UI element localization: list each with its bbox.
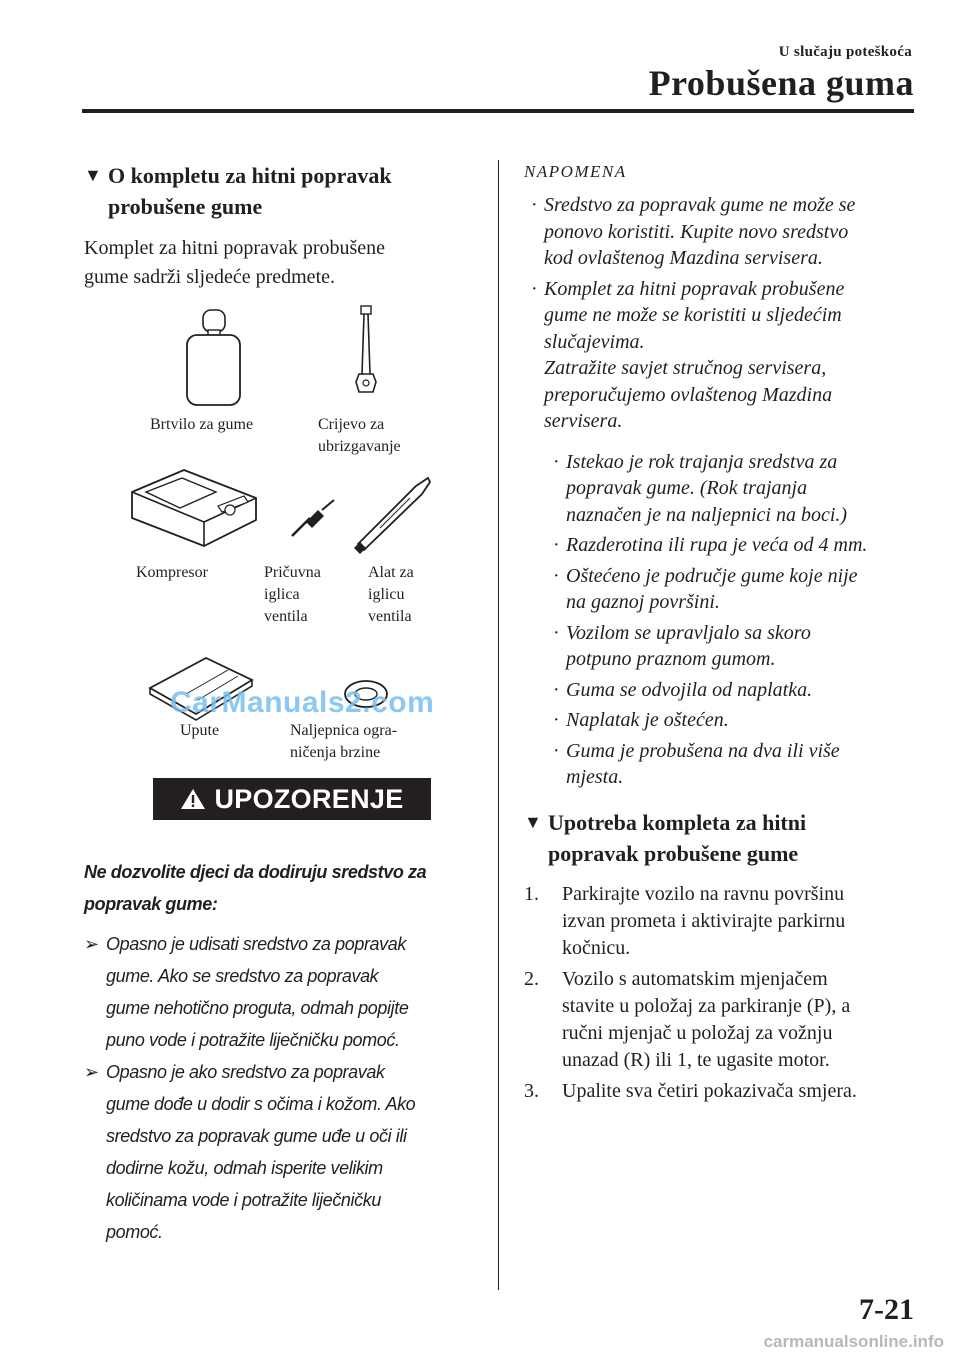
- valve-tool-icon: [350, 474, 434, 554]
- step-item: 2. Vozilo s automatskim mjenjačem stavite u položaj za parkiranje (P), a ručni mjenjač u položaj za vožnju unazad (R) ili 1, te ugasite motor.: [524, 967, 851, 1071]
- item-label: Naljepnica ogra- ničenja brzine: [290, 722, 398, 761]
- item-label: Kompresor: [136, 564, 208, 581]
- sealant-bottle-icon: [184, 308, 244, 408]
- item-label: Brtvilo za gume: [150, 416, 254, 433]
- heading-line: O kompletu za hitni popravak: [108, 163, 392, 188]
- valve-core-icon: [288, 496, 338, 542]
- step-item: 1. Parkirajte vozilo na ravnu površinu izvan prometa i aktivirajte parkirnu kočnicu.: [524, 882, 846, 959]
- footer-watermark: carmanualsonline.info: [763, 1332, 944, 1351]
- arrow-bullet-icon: ➢: [84, 1062, 99, 1082]
- step-item: 3. Upalite sva četiri pokazivača smjera.: [524, 1079, 857, 1102]
- compressor-icon: [124, 462, 264, 552]
- item-label: Crijevo za ubrizgavanje: [318, 416, 401, 455]
- note-sub-bullet: · Guma je probušena na dva ili više mjesta.: [553, 739, 840, 788]
- right-column: [524, 160, 916, 1109]
- warning-item: ➢ Opasno je udisati sredstvo za popravak gume. Ako se sredstvo za popravak gume nehotično proguta, odmah popijte puno vode i potražite liječničku pomoć.: [84, 928, 476, 1056]
- triangle-down-icon: ▼: [524, 811, 542, 832]
- note-sub-bullet: · Oštećeno je područje gume koje nije na gaznoj površini.: [553, 564, 858, 613]
- item-label: Upute: [180, 722, 220, 739]
- triangle-down-icon: ▼: [84, 165, 102, 185]
- watermark-carmanuals2: CarManuals2.com: [170, 686, 435, 719]
- item-label: Pričuvna iglica ventila: [264, 564, 321, 625]
- heading-line: probušene gume: [108, 194, 263, 219]
- warning-label: UPOZORENJE: [214, 783, 404, 814]
- injection-hose-icon: [352, 304, 380, 396]
- warning-triangle-icon: [180, 787, 206, 811]
- note-bullet: · Komplet za hitni popravak probušene gume ne može se koristiti u sljedećim slučajevima. Zatražite savjet stručnog servisera, preporučujemo ovlaštenog Mazdina servisera.: [531, 277, 845, 432]
- intro-line: Komplet za hitni popravak probušene: [84, 237, 386, 259]
- kit-intro: [84, 234, 476, 292]
- note-title: NAPOMENA: [524, 162, 627, 181]
- header-rule: [82, 109, 914, 113]
- note-sub-bullet: · Naplatak je oštećen.: [553, 709, 729, 731]
- item-label: Alat za iglicu ventila: [368, 564, 414, 625]
- note-sub-bullet: · Istekao je rok trajanja sredstva za popravak gume. (Rok trajanja naznačen je na naljepnici na boci.): [553, 450, 848, 526]
- page-number: 7-21: [859, 1293, 914, 1326]
- intro-line: gume sadrži sljedeće predmete.: [84, 266, 335, 288]
- note-sub-bullet: · Razderotina ili rupa je veća od 4 mm.: [553, 534, 868, 556]
- note-sub-bullet: · Guma se odvojila od naplatka.: [553, 678, 813, 701]
- usage-section-heading: ▼ Upotreba kompleta za hitni popravak probušene gume: [524, 807, 916, 869]
- arrow-bullet-icon: ➢: [84, 934, 99, 954]
- warning-banner: [153, 778, 431, 820]
- usage-steps: [524, 881, 916, 1105]
- note-sub-bullet: · Vozilom se upravljalo sa skoro potpuno praznom gumom.: [553, 621, 811, 670]
- page-title: Probušena guma: [648, 63, 914, 103]
- warning-item: ➢ Opasno je ako sredstvo za popravak gume dođe u dodir s očima i kožom. Ako sredstvo za popravak gume uđe u oči ili dodirne kožu, odmah isperite velikim količinama vode i potražite liječničku pomoć.: [84, 1056, 476, 1248]
- warning-main-text: Ne dozvolite djeci da dodiruju sredstvo za popravak gume:: [84, 862, 427, 914]
- note-sub-list: [524, 449, 916, 791]
- kit-section-heading: [84, 160, 476, 222]
- section-label: U slučaju poteškoća: [778, 44, 912, 60]
- column-divider: [498, 160, 499, 1290]
- note-bullet: · Sredstvo za popravak gume ne može se ponovo koristiti. Kupite novo sredstvo kod ovlaštenog Mazdina servisera.: [531, 194, 856, 269]
